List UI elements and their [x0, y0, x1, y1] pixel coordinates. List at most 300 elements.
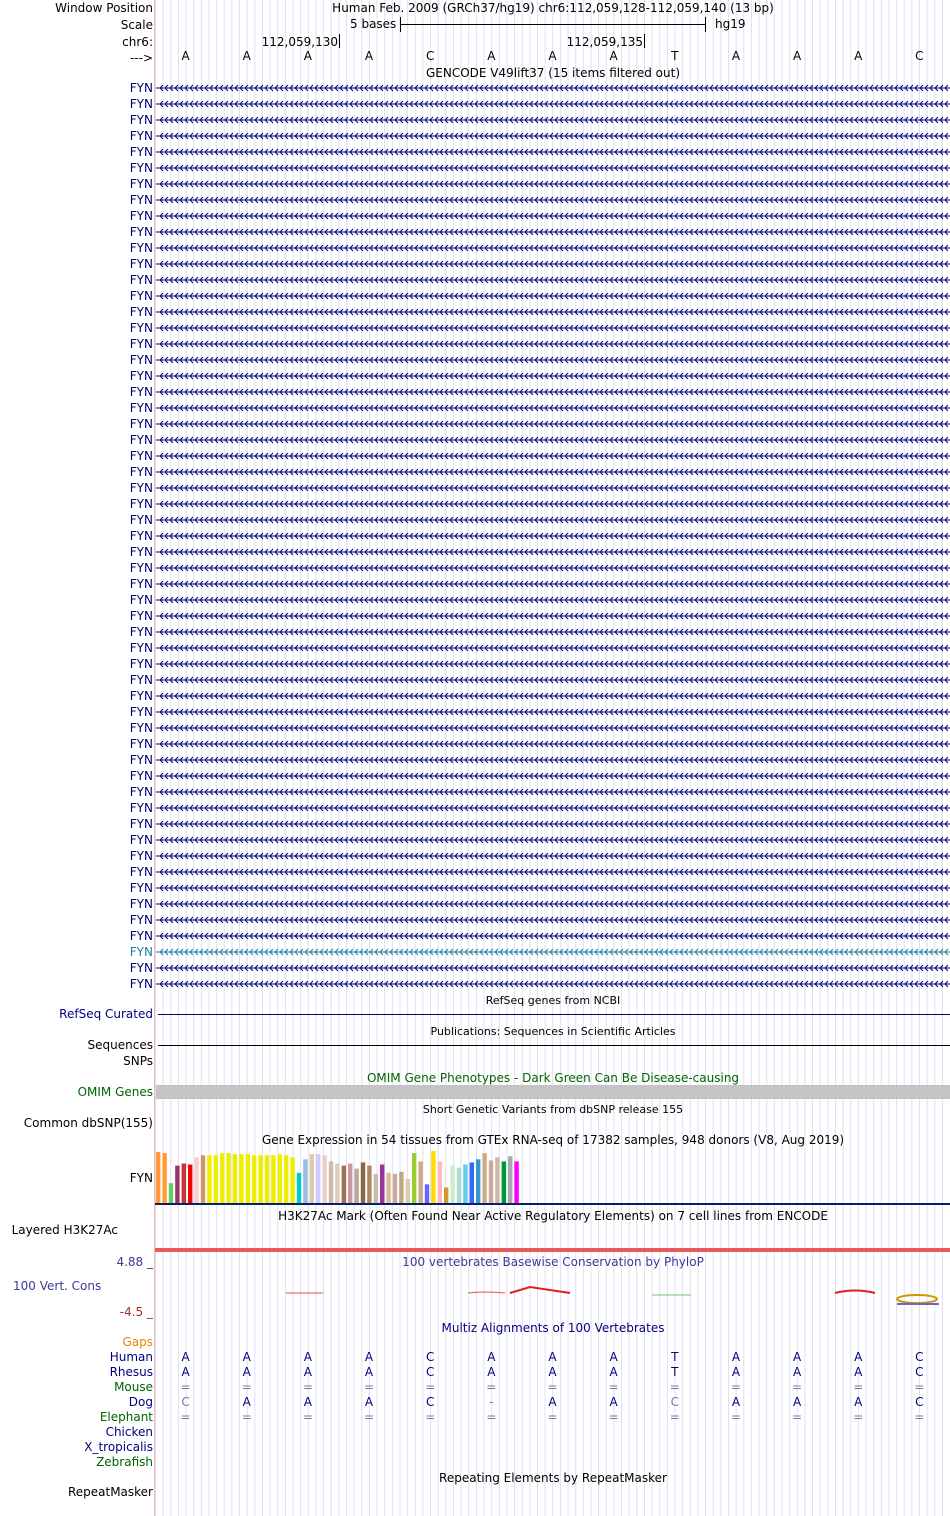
dbsnp-track-label[interactable]: Common dbSNP(155): [23, 1116, 153, 1130]
gene-name-label[interactable]: FYN: [129, 785, 153, 799]
gene-name-label[interactable]: FYN: [129, 929, 153, 943]
gene-name-label[interactable]: FYN: [129, 721, 153, 735]
gtex-tissue-bar: [316, 1154, 320, 1203]
aligned-base: A: [242, 1350, 251, 1364]
gencode-transcript-row[interactable]: [0, 384, 950, 400]
gencode-transcript-row[interactable]: [0, 816, 950, 832]
gencode-transcript-row[interactable]: [0, 192, 950, 208]
aligned-base: A: [609, 1350, 618, 1364]
aligned-base: =: [608, 1410, 619, 1424]
aligned-base: A: [303, 1395, 312, 1409]
gene-name-label[interactable]: FYN: [129, 849, 153, 863]
gene-name-label[interactable]: FYN: [129, 241, 153, 255]
reference-base: T: [671, 49, 679, 63]
aligned-base: A: [303, 1350, 312, 1364]
transcript-intron-line: [156, 706, 950, 718]
gencode-transcript-row[interactable]: [0, 432, 950, 448]
transcript-intron-line: [156, 418, 950, 430]
gene-name-label[interactable]: FYN: [129, 641, 153, 655]
aligned-base: A: [854, 1395, 863, 1409]
gtex-tissue-bar: [194, 1157, 198, 1203]
coordinate-tick-label-1: 112,059,130: [261, 35, 338, 49]
gencode-transcript-row[interactable]: [0, 976, 950, 992]
gencode-transcript-row[interactable]: [0, 896, 950, 912]
gencode-transcript-row[interactable]: [0, 256, 950, 272]
transcript-intron-line: [156, 162, 950, 174]
aligned-base: =: [241, 1380, 252, 1394]
gene-name-label[interactable]: FYN: [129, 961, 153, 975]
aligned-base: A: [609, 1365, 618, 1379]
aligned-base: =: [730, 1410, 741, 1424]
species-label: X_tropicalis: [84, 1440, 153, 1454]
aligned-base: =: [486, 1410, 497, 1424]
gtex-tissue-bar: [156, 1152, 160, 1203]
gene-name-label[interactable]: FYN: [129, 705, 153, 719]
gene-name-label[interactable]: FYN: [129, 81, 153, 95]
aligned-base: A: [792, 1395, 802, 1409]
gtex-tissue-bar: [220, 1153, 224, 1203]
aligned-base: =: [730, 1380, 741, 1394]
transcript-intron-line: [156, 146, 950, 158]
gencode-track-title: GENCODE V49lift37 (15 items filtered out): [425, 66, 681, 80]
gene-name-label[interactable]: FYN: [129, 321, 153, 335]
aligned-base: =: [180, 1410, 191, 1424]
gene-name-label[interactable]: FYN: [129, 305, 153, 319]
gene-name-label[interactable]: FYN: [129, 513, 153, 527]
publications-track-label[interactable]: Sequences: [87, 1038, 153, 1052]
gtex-tissue-bar: [201, 1155, 205, 1203]
aligned-base: A: [792, 1350, 802, 1364]
gencode-transcript-row[interactable]: [0, 752, 950, 768]
gtex-tissue-bar: [162, 1153, 166, 1203]
gtex-tissue-bar: [226, 1153, 230, 1203]
h3k27ac-track-label[interactable]: Layered H3K27Ac: [11, 1223, 118, 1237]
gencode-transcript-row[interactable]: [0, 944, 950, 960]
gtex-tissue-bar: [438, 1161, 442, 1203]
gencode-transcript-row[interactable]: [0, 224, 950, 240]
gencode-transcript-row[interactable]: [0, 496, 950, 512]
aligned-base: A: [731, 1395, 741, 1409]
gene-name-label[interactable]: FYN: [129, 689, 153, 703]
aligned-base: A: [242, 1395, 251, 1409]
gtex-tissue-bar: [399, 1172, 403, 1203]
gtex-tissue-bar: [367, 1166, 371, 1203]
phylop-track-label[interactable]: 100 Vert. Cons: [13, 1279, 102, 1293]
transcript-intron-line: [156, 290, 950, 302]
gencode-transcript-row[interactable]: [0, 528, 950, 544]
phylop-signal: [155, 1280, 950, 1310]
aligned-base: T: [671, 1365, 679, 1379]
gencode-transcript-row[interactable]: [0, 112, 950, 128]
aligned-base: =: [302, 1410, 313, 1424]
gene-name-label[interactable]: FYN: [129, 977, 153, 991]
gene-name-label[interactable]: FYN: [129, 385, 153, 399]
gene-name-label[interactable]: FYN: [129, 609, 153, 623]
refseq-track-title: RefSeq genes from NCBI: [485, 994, 621, 1007]
gene-name-label[interactable]: FYN: [129, 145, 153, 159]
gencode-transcript-row[interactable]: [0, 832, 950, 848]
gencode-transcript-row[interactable]: [0, 880, 950, 896]
aligned-base: -: [489, 1395, 494, 1409]
transcript-intron-line: [156, 450, 950, 462]
gtex-tissue-bar: [514, 1161, 518, 1203]
scale-bar-right-tick: [705, 17, 706, 32]
transcript-intron-line: [156, 338, 950, 350]
aligned-base: =: [792, 1410, 803, 1424]
aligned-base: A: [548, 1395, 557, 1409]
species-label: Chicken: [105, 1425, 153, 1439]
gtex-tissue-bar: [284, 1155, 288, 1203]
transcript-intron-line: [156, 754, 950, 766]
aligned-base: =: [425, 1380, 436, 1394]
gene-name-label[interactable]: FYN: [129, 801, 153, 815]
gene-name-label[interactable]: FYN: [129, 913, 153, 927]
transcript-intron-line: [156, 770, 950, 782]
aligned-base: =: [853, 1380, 864, 1394]
gencode-transcript-row[interactable]: [0, 96, 950, 112]
strand-label: --->: [129, 51, 153, 65]
aligned-base: =: [608, 1380, 619, 1394]
species-label: Dog: [128, 1395, 153, 1409]
gencode-transcript-row[interactable]: [0, 624, 950, 640]
gtex-tissue-bar: [335, 1164, 339, 1204]
aligned-base: C: [670, 1395, 679, 1409]
aligned-base: A: [854, 1365, 863, 1379]
gencode-transcript-row[interactable]: [0, 576, 950, 592]
gencode-transcript-row[interactable]: [0, 512, 950, 528]
transcript-intron-line: [156, 626, 950, 638]
transcript-intron-line: [156, 482, 950, 494]
publications-feature-line: [158, 1045, 950, 1046]
aligned-base: A: [364, 1395, 374, 1409]
gencode-transcript-row[interactable]: [0, 320, 950, 336]
gtex-tissue-bar: [278, 1154, 282, 1203]
gencode-transcript-row[interactable]: [0, 544, 950, 560]
gencode-transcript-row[interactable]: [0, 640, 950, 656]
gene-name-label[interactable]: FYN: [129, 545, 153, 559]
transcript-intron-line: [156, 930, 950, 942]
aligned-base: =: [914, 1380, 925, 1394]
transcript-intron-line: [156, 258, 950, 270]
gencode-transcript-row[interactable]: [0, 416, 950, 432]
omim-feature-bar: [156, 1085, 950, 1099]
gene-name-label[interactable]: FYN: [129, 657, 153, 671]
transcript-intron-line: [156, 386, 950, 398]
aligned-base: A: [609, 1395, 618, 1409]
transcript-intron-line: [156, 674, 950, 686]
gene-name-label[interactable]: FYN: [129, 465, 153, 479]
aligned-base: =: [914, 1410, 925, 1424]
gencode-transcript-row[interactable]: [0, 784, 950, 800]
transcript-intron-line: [156, 786, 950, 798]
gencode-transcript-row[interactable]: [0, 160, 950, 176]
transcript-intron-line: [156, 354, 950, 366]
gene-name-label[interactable]: FYN: [129, 817, 153, 831]
gencode-transcript-row[interactable]: [0, 272, 950, 288]
aligned-base: C: [915, 1365, 924, 1379]
gencode-transcript-row[interactable]: [0, 144, 950, 160]
gtex-tissue-bar: [233, 1154, 237, 1203]
gencode-transcript-row[interactable]: [0, 688, 950, 704]
gene-name-label[interactable]: FYN: [129, 113, 153, 127]
gencode-transcript-row[interactable]: [0, 560, 950, 576]
reference-base: C: [425, 49, 435, 63]
gencode-transcript-row[interactable]: [0, 400, 950, 416]
gene-name-label[interactable]: FYN: [129, 193, 153, 207]
transcript-intron-line: [156, 322, 950, 334]
gencode-transcript-row[interactable]: [0, 448, 950, 464]
gtex-tissue-bar: [297, 1173, 301, 1203]
phylop-track-title: 100 vertebrates Basewise Conservation by PhyloP: [402, 1255, 704, 1269]
gtex-tissue-bar: [450, 1166, 454, 1203]
transcript-intron-line: [156, 562, 950, 574]
gencode-transcript-row[interactable]: [0, 240, 950, 256]
repeatmasker-track-label[interactable]: RepeatMasker: [67, 1485, 153, 1499]
repeatmasker-track-title: Repeating Elements by RepeatMasker: [439, 1471, 667, 1485]
gtex-tissue-bar: [329, 1161, 333, 1203]
transcript-intron-line: [156, 98, 950, 110]
gtex-tissue-bar: [476, 1159, 480, 1203]
aligned-base: =: [792, 1380, 803, 1394]
gtex-tissue-bar: [169, 1183, 173, 1203]
gencode-transcript-row[interactable]: [0, 128, 950, 144]
gene-name-label[interactable]: FYN: [129, 449, 153, 463]
gtex-tissue-bar: [374, 1174, 378, 1203]
gencode-transcript-row[interactable]: [0, 864, 950, 880]
gene-name-label[interactable]: FYN: [129, 129, 153, 143]
gtex-tissue-bar: [354, 1169, 358, 1203]
gtex-tissue-bar: [252, 1155, 256, 1203]
omim-track-label[interactable]: OMIM Genes: [77, 1085, 153, 1099]
transcript-intron-line: [156, 130, 950, 142]
gtex-tissue-bar: [386, 1173, 390, 1203]
reference-base: A: [487, 49, 496, 63]
gene-name-label[interactable]: FYN: [129, 865, 153, 879]
transcript-intron-line: [156, 578, 950, 590]
gencode-transcript-row[interactable]: [0, 736, 950, 752]
gtex-tissue-bar: [457, 1168, 461, 1203]
gencode-transcript-row[interactable]: [0, 592, 950, 608]
transcript-intron-line: [156, 226, 950, 238]
gene-name-label[interactable]: FYN: [129, 497, 153, 511]
gencode-transcript-row[interactable]: [0, 960, 950, 976]
window-position-value: Human Feb. 2009 (GRCh37/hg19) chr6:112,059,128-112,059,140 (13 bp): [332, 1, 774, 15]
gene-name-label[interactable]: FYN: [129, 433, 153, 447]
aligned-base: C: [181, 1395, 190, 1409]
gene-name-label[interactable]: FYN: [129, 625, 153, 639]
gene-name-label[interactable]: FYN: [129, 561, 153, 575]
gene-name-label[interactable]: FYN: [129, 177, 153, 191]
gtex-tissue-bar: [482, 1153, 486, 1203]
gtex-tissue-bar: [361, 1162, 365, 1203]
h3k27ac-track-title: H3K27Ac Mark (Often Found Near Active Regulatory Elements) on 7 cell lines from ENCODE: [278, 1209, 828, 1223]
gtex-bar-chart: [156, 1148, 556, 1203]
gtex-tissue-bar: [290, 1157, 294, 1203]
gencode-transcript-row[interactable]: [0, 208, 950, 224]
aligned-base: C: [425, 1365, 435, 1379]
gencode-transcript-row[interactable]: [0, 656, 950, 672]
gene-name-label[interactable]: FYN: [129, 593, 153, 607]
aligned-base: =: [363, 1410, 375, 1424]
transcript-intron-line: [156, 194, 950, 206]
reference-base: A: [242, 49, 251, 63]
aligned-base: C: [425, 1395, 435, 1409]
gencode-transcript-row[interactable]: [0, 912, 950, 928]
scale-bar: [400, 24, 706, 25]
refseq-track-label[interactable]: RefSeq Curated: [59, 1007, 153, 1021]
gencode-transcript-row[interactable]: [0, 464, 950, 480]
transcript-intron-line: [156, 882, 950, 894]
snps-track-label[interactable]: SNPs: [123, 1054, 153, 1068]
gencode-transcript-row[interactable]: [0, 288, 950, 304]
aligned-base: C: [915, 1395, 924, 1409]
reference-base: A: [364, 49, 374, 63]
gencode-transcript-row[interactable]: [0, 672, 950, 688]
gencode-transcript-row[interactable]: [0, 800, 950, 816]
dbsnp-track-title: Short Genetic Variants from dbSNP release 155: [422, 1103, 684, 1116]
gene-name-label[interactable]: FYN: [129, 337, 153, 351]
gene-name-label[interactable]: FYN: [129, 353, 153, 367]
gencode-transcript-row[interactable]: [0, 704, 950, 720]
aligned-base: A: [731, 1365, 741, 1379]
aligned-base: =: [180, 1380, 191, 1394]
transcript-intron-line: [156, 306, 950, 318]
transcript-intron-line: [156, 274, 950, 286]
species-label: Elephant: [99, 1410, 153, 1424]
gene-name-label[interactable]: FYN: [129, 897, 153, 911]
aligned-base: =: [241, 1410, 252, 1424]
aligned-base: A: [364, 1350, 374, 1364]
species-label: Human: [109, 1350, 153, 1364]
transcript-intron-line: [156, 370, 950, 382]
reference-base: A: [731, 49, 741, 63]
gene-name-label[interactable]: FYN: [129, 481, 153, 495]
gtex-track-title: Gene Expression in 54 tissues from GTEx RNA-seq of 17382 samples, 948 donors (V8, Aug 2019): [261, 1133, 845, 1147]
gencode-transcript-row[interactable]: [0, 928, 950, 944]
aligned-base: =: [363, 1380, 375, 1394]
gtex-tissue-bar: [495, 1157, 499, 1203]
transcript-intron-line: [156, 466, 950, 478]
gtex-tissue-bar: [418, 1161, 422, 1203]
gencode-transcript-row[interactable]: [0, 352, 950, 368]
reference-base: A: [303, 49, 312, 63]
gene-name-label[interactable]: FYN: [129, 769, 153, 783]
gencode-transcript-row[interactable]: [0, 336, 950, 352]
transcript-intron-line: [156, 978, 950, 990]
transcript-intron-line: [156, 738, 950, 750]
gene-name-label[interactable]: FYN: [129, 833, 153, 847]
coordinate-tick-1: [339, 34, 340, 48]
aligned-base: =: [302, 1380, 313, 1394]
gene-name-label[interactable]: FYN: [129, 529, 153, 543]
gene-name-label[interactable]: FYN: [129, 673, 153, 687]
gtex-tissue-bar: [406, 1179, 410, 1203]
gtex-tissue-bar: [175, 1166, 179, 1203]
gene-name-label[interactable]: FYN: [129, 401, 153, 415]
transcript-intron-line: [156, 946, 950, 958]
gtex-gene-label[interactable]: FYN: [129, 1171, 153, 1185]
aligned-base: A: [364, 1365, 374, 1379]
transcript-intron-line: [156, 210, 950, 222]
gencode-transcript-row[interactable]: [0, 720, 950, 736]
gtex-tissue-bar: [214, 1155, 218, 1203]
reference-base: C: [915, 49, 924, 63]
aligned-base: A: [487, 1350, 496, 1364]
aligned-base: T: [671, 1350, 679, 1364]
gtex-tissue-bar: [322, 1155, 326, 1203]
gtex-tissue-bar: [425, 1184, 429, 1203]
aligned-base: A: [181, 1365, 190, 1379]
transcript-intron-line: [156, 866, 950, 878]
gencode-transcript-row[interactable]: [0, 608, 950, 624]
gtex-tissue-bar: [239, 1154, 243, 1203]
transcript-intron-line: [156, 402, 950, 414]
gene-name-label[interactable]: FYN: [129, 753, 153, 767]
transcript-intron-line: [156, 546, 950, 558]
gencode-transcript-row[interactable]: [0, 176, 950, 192]
gencode-transcript-row[interactable]: [0, 368, 950, 384]
gene-name-label[interactable]: FYN: [129, 257, 153, 271]
reference-base: A: [854, 49, 863, 63]
reference-base: A: [181, 49, 190, 63]
aligned-base: =: [547, 1410, 558, 1424]
gtex-tissue-bar: [412, 1153, 416, 1203]
gene-name-label[interactable]: FYN: [129, 881, 153, 895]
omim-track-title: OMIM Gene Phenotypes - Dark Green Can Be Disease-causing: [366, 1071, 740, 1085]
gene-name-label[interactable]: FYN: [129, 737, 153, 751]
gene-name-label[interactable]: FYN: [129, 273, 153, 287]
scale-bar-left-tick: [400, 17, 401, 32]
gtex-tissue-bar: [431, 1151, 435, 1203]
gtex-tissue-bar: [258, 1155, 262, 1203]
aligned-base: A: [487, 1365, 496, 1379]
transcript-intron-line: [156, 914, 950, 926]
gencode-transcript-row[interactable]: [0, 304, 950, 320]
species-label: Zebrafish: [96, 1455, 153, 1469]
gene-name-label[interactable]: FYN: [129, 225, 153, 239]
gencode-transcript-row[interactable]: [0, 80, 950, 96]
gene-name-label[interactable]: FYN: [129, 945, 153, 959]
gencode-transcript-row[interactable]: [0, 848, 950, 864]
transcript-intron-line: [156, 594, 950, 606]
transcript-intron-line: [156, 898, 950, 910]
reference-base: A: [548, 49, 557, 63]
reference-base: A: [609, 49, 618, 63]
gtex-tissue-bar: [310, 1154, 314, 1203]
gene-name-label[interactable]: FYN: [129, 369, 153, 383]
gene-name-label[interactable]: FYN: [129, 417, 153, 431]
transcript-intron-line: [156, 962, 950, 974]
chrom-label: chr6:: [122, 35, 153, 49]
gtex-tissue-bar: [265, 1155, 269, 1203]
gencode-transcript-row[interactable]: [0, 768, 950, 784]
transcript-intron-line: [156, 530, 950, 542]
aligned-base: A: [854, 1350, 863, 1364]
gene-name-label[interactable]: FYN: [129, 577, 153, 591]
transcript-intron-line: [156, 610, 950, 622]
gtex-baseline: [155, 1203, 950, 1205]
aligned-base: =: [547, 1380, 558, 1394]
transcript-intron-line: [156, 818, 950, 830]
gtex-tissue-bar: [444, 1187, 448, 1203]
gene-name-label[interactable]: FYN: [129, 209, 153, 223]
transcript-intron-line: [156, 834, 950, 846]
transcript-intron-line: [156, 802, 950, 814]
gene-name-label[interactable]: FYN: [129, 161, 153, 175]
gencode-transcript-row[interactable]: [0, 480, 950, 496]
gene-name-label[interactable]: FYN: [129, 289, 153, 303]
gene-name-label[interactable]: FYN: [129, 97, 153, 111]
